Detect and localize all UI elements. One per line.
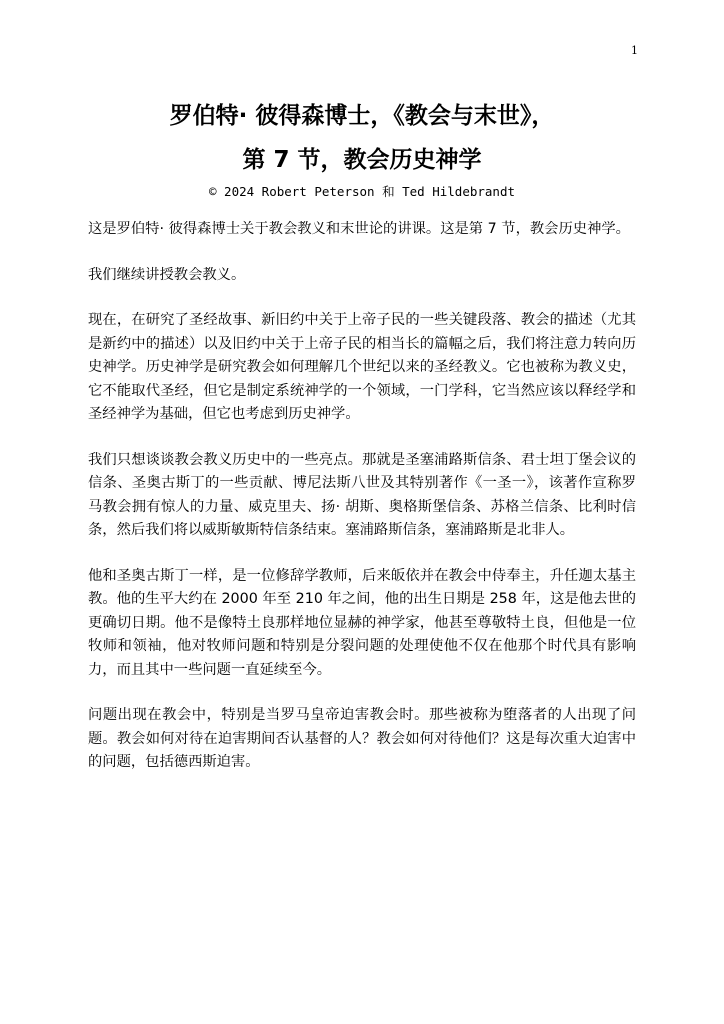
page-number: 1 xyxy=(631,44,638,57)
paragraph: 他和圣奥古斯丁一样，是一位修辞学教师，后来皈依并在教会中侍奉主，升任迦太基主教。他的生平大约在 2000 年至 210 年之间，他的出生日期是 258 年，这是他去世的更确切日期。他不是像特土良那样地位显赫的神学家，他甚至尊敬特土良，但他是一位牧师和领袖，他对牧师问题和特别是分裂问题的处理使他不仅在他那个时代具有影响力，而且其中一些问题一直延续至今。 xyxy=(88,567,636,678)
paragraph: 我们只想谈谈教会教义历史中的一些亮点。那就是圣塞浦路斯信条、君士坦丁堡会议的信条、圣奥古斯丁的一些贡献、博尼法斯八世及其特别著作《一圣一》，该著作宣称罗马教会拥有惊人的力量、威克里夫、扬· 胡斯、奥格斯堡信条、苏格兰信条、比利时信条，然后我们将以威斯敏斯特信条结束。塞浦路斯信条，塞浦路斯是北非人。 xyxy=(88,451,636,538)
paragraph: 现在，在研究了圣经故事、新旧约中关于上帝子民的一些关键段落、教会的描述（尤其是新约中的描述）以及旧约中关于上帝子民的相当长的篇幅之后，我们将注意力转向历史神学。历史神学是研究教会如何理解几个世纪以来的圣经教义。它也被称为教义史，它不能取代圣经，但它是制定系统神学的一个领域，一门学科，它当然应该以释经学和圣经神学为基础，但它也考虑到历史神学。 xyxy=(88,312,636,422)
copyright-line: © 2024 Robert Peterson 和 Ted Hildebrandt xyxy=(209,184,515,199)
paragraph: 我们继续讲授教会教义。 xyxy=(88,266,246,283)
body-text xyxy=(88,218,636,775)
paragraph: 这是罗伯特· 彼得森博士关于教会教义和末世论的讲课。这是第 7 节，教会历史神学。 xyxy=(88,221,630,237)
title-line-1: 罗伯特· 彼得森博士，《教会与末世》， xyxy=(169,103,555,129)
paragraph: 问题出现在教会中，特别是当罗马皇帝迫害教会时。那些被称为堕落者的人出现了问题。教会如何对待在迫害期间否认基督的人？教会如何对待他们？这是每次重大迫害中的问题，包括德西斯迫害。 xyxy=(88,707,636,770)
title-line-2: 第 7 节，教会历史神学 xyxy=(242,147,482,173)
document-title xyxy=(88,0,636,182)
